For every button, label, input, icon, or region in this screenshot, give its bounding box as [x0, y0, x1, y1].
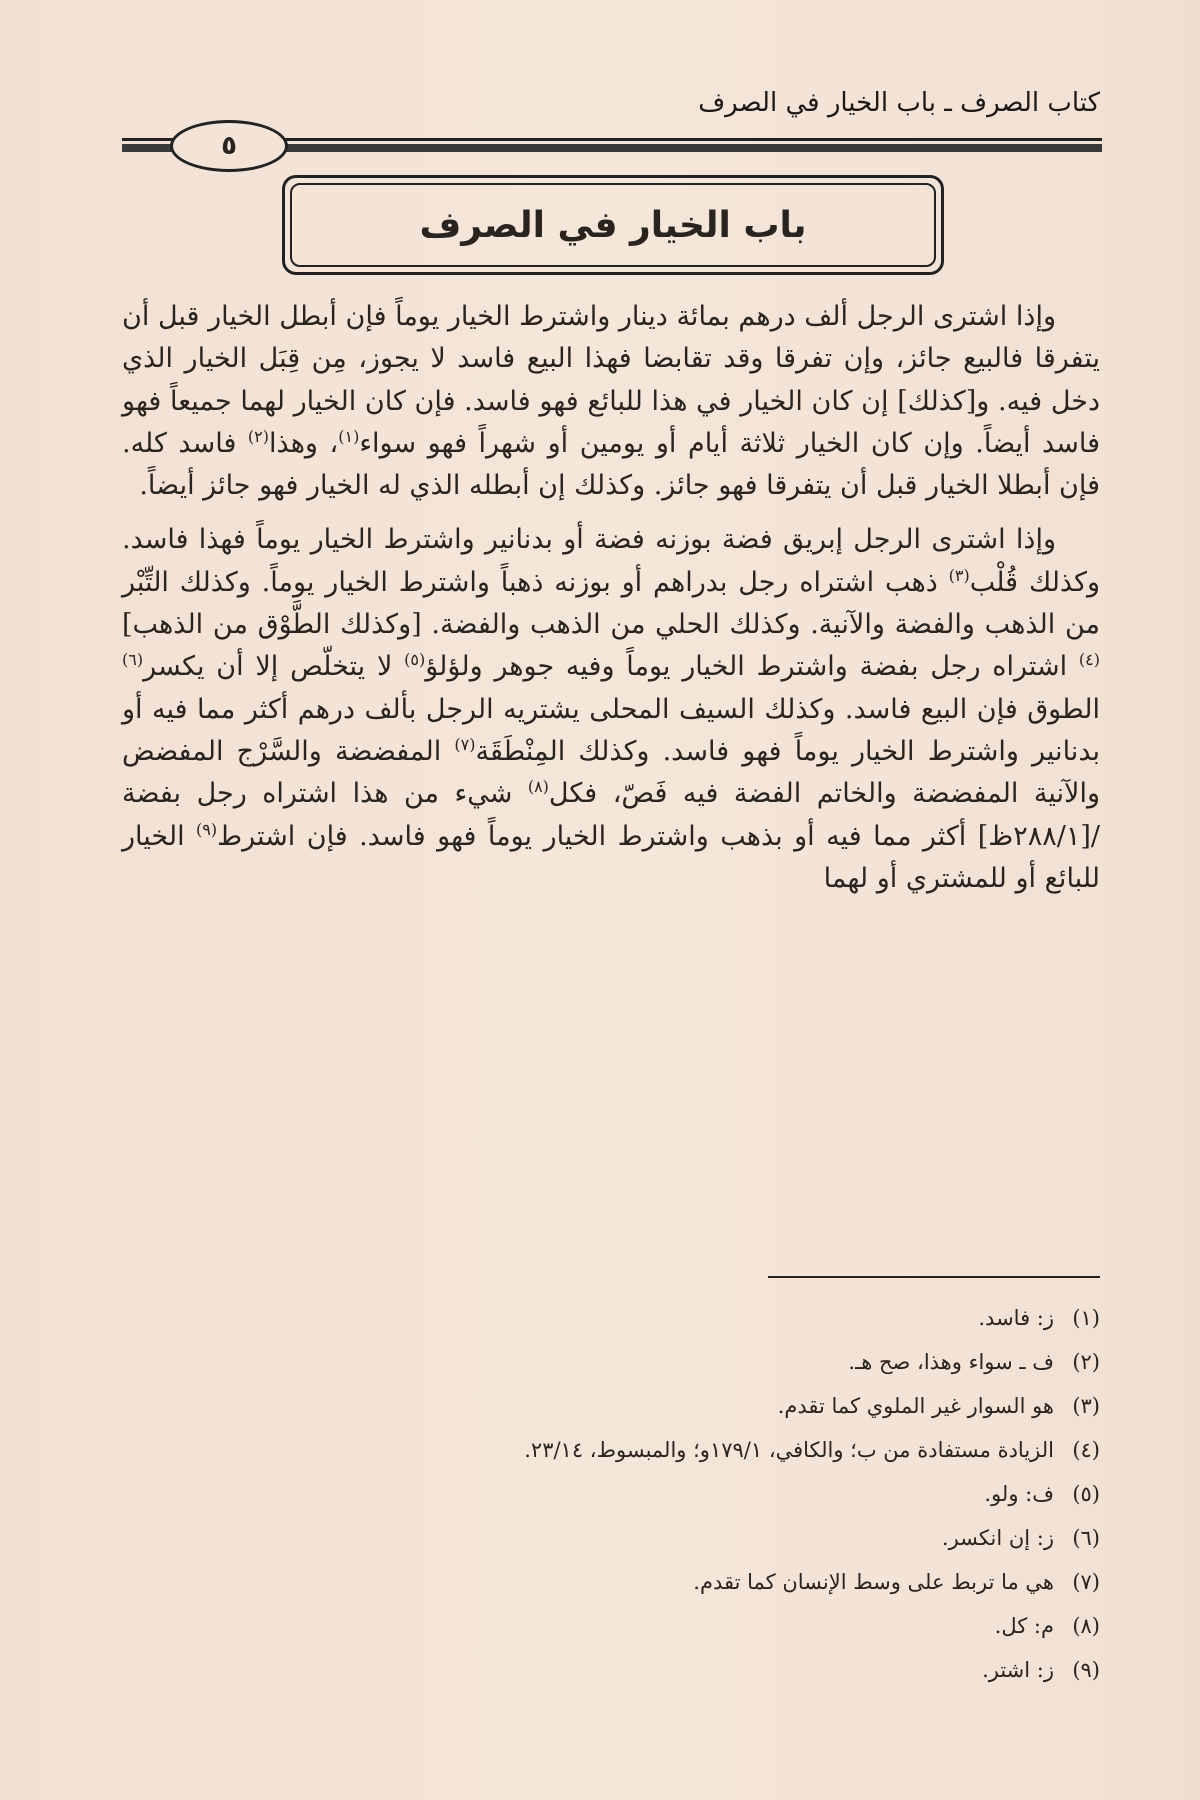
- footnote: [200, 1648, 1100, 1692]
- footnote: [200, 1296, 1100, 1340]
- footnote: [200, 1428, 1100, 1472]
- text-run: لا يتخلّص إلا أن يكسر: [143, 651, 405, 683]
- footnote-number: (٦): [1072, 1526, 1100, 1550]
- text-run: ذهب اشتراه رجل بدراهم أو بوزنه ذهباً واشترط الخيار يوماً. وكذلك التِّبْر من الذهب والفضة والآنية. وكذلك الحلي من الذهب والفضة. [وكذلك الطَّوْق من الذهب]: [122, 566, 1100, 641]
- footnotes: [200, 1296, 1100, 1692]
- footnote-number: (١): [1072, 1306, 1100, 1330]
- footnote: [200, 1340, 1100, 1384]
- body-text: [122, 296, 1100, 900]
- footnote: [200, 1604, 1100, 1648]
- footnote-number: (٣): [1072, 1394, 1100, 1418]
- footnote-marker: (٢): [247, 426, 270, 446]
- chapter-title: باب الخيار في الصرف: [419, 204, 807, 246]
- footnote-marker: (٦): [122, 650, 144, 670]
- page-number: ٥: [170, 120, 288, 172]
- footnote-marker: (٨): [527, 777, 549, 797]
- footnote-marker: (٩): [196, 819, 218, 839]
- footnote-marker: (٣): [948, 565, 970, 585]
- footnote-number: (٢): [1072, 1350, 1100, 1374]
- footnote-number: (٧): [1072, 1570, 1100, 1594]
- footnote-text: ف: ولو.: [984, 1482, 1054, 1506]
- footnote-text: الزيادة مستفادة من ب؛ والكافي، ١٧٩/١و؛ والمبسوط، ٢٣/١٤.: [524, 1438, 1054, 1462]
- text-run: المفضضة والسَّرْج المفضض والآنية المفضضة والخاتم الفضة فيه فَصّ، فكل: [122, 735, 1100, 810]
- footnote-text: هو السوار غير الملوي كما تقدم.: [777, 1394, 1054, 1418]
- footnote: [200, 1384, 1100, 1428]
- text-run: ، وهذا: [269, 427, 339, 459]
- footnote-text: هي ما تربط على وسط الإنسان كما تقدم.: [693, 1570, 1054, 1594]
- text-run: الخيار للبائع أو للمشتري أو لهما: [122, 820, 1100, 894]
- chapter-title-frame: [282, 175, 944, 275]
- footnote: [200, 1516, 1100, 1560]
- text-run: وإذا اشترى الرجل إبريق فضة بوزنه فضة أو بدنانير واشترط الخيار يوماً فهذا فاسد. وكذلك قُلْب: [122, 524, 1100, 598]
- footnote-number: (٨): [1072, 1614, 1100, 1638]
- footnote-marker: (٥): [404, 650, 426, 670]
- footnote-marker: (٤): [1078, 650, 1100, 670]
- footnote-text: م: كل.: [994, 1614, 1054, 1638]
- footnote: [200, 1560, 1100, 1604]
- footnote-text: ز: إن انكسر.: [941, 1526, 1054, 1550]
- text-run: شيء من هذا اشتراه رجل بفضة /[٢٨٨/١ظ] أكثر مما فيه أو بذهب واشترط الخيار يوماً فهو فاسد. فإن اشترط: [122, 778, 1101, 852]
- footnote-marker: (١): [338, 426, 360, 446]
- footnote-text: ز: اشتر.: [982, 1658, 1054, 1682]
- footnote-marker: (٧): [454, 734, 476, 754]
- text-run: وإذا اشترى الرجل ألف درهم بمائة دينار واشترط الخيار يوماً فإن أبطل الخيار قبل أن يتفرقا فالبيع جائز، وإن تفرقا وقد تقابضا فهذا البيع فاسد لا يجوز، مِن قِبَل الخيار الذي دخل فيه. و[كذلك] إن كان الخيار في هذا للبائع فهو فاسد. فإن كان الخيار لهما جميعاً فهو فاسد أيضاً. وإن كان الخيار ثلاثة أيام أو يومين أو شهراً فهو سواء: [122, 301, 1100, 459]
- footnote-text: ز: فاسد.: [978, 1306, 1054, 1330]
- footnote: [200, 1472, 1100, 1516]
- running-header: كتاب الصرف ـ باب الخيار في الصرف: [698, 88, 1100, 118]
- footnote-number: (٩): [1072, 1658, 1100, 1682]
- footnote-text: ف ـ سواء وهذا، صح هـ.: [848, 1350, 1054, 1374]
- text-run: الطوق فإن البيع فاسد. وكذلك السيف المحلى يشتريه الرجل بألف درهم أكثر مما فيه أو بدنانير واشترط الخيار يوماً فهو فاسد. وكذلك المِنْطَقَة: [122, 693, 1101, 767]
- paragraph: [122, 519, 1100, 900]
- text-run: اشتراه رجل بفضة واشترط الخيار يوماً وفيه جوهر ولؤلؤ: [425, 651, 1079, 683]
- text-run: فاسد كله. فإن أبطلا الخيار قبل أن يتفرقا فهو جائز. وكذلك إن أبطله الذي له الخيار فهو جائز أيضاً.: [122, 427, 1100, 502]
- paragraph: [122, 296, 1100, 507]
- footnote-number: (٤): [1072, 1438, 1100, 1462]
- footnote-number: (٥): [1072, 1482, 1100, 1506]
- footnote-separator: [768, 1276, 1100, 1278]
